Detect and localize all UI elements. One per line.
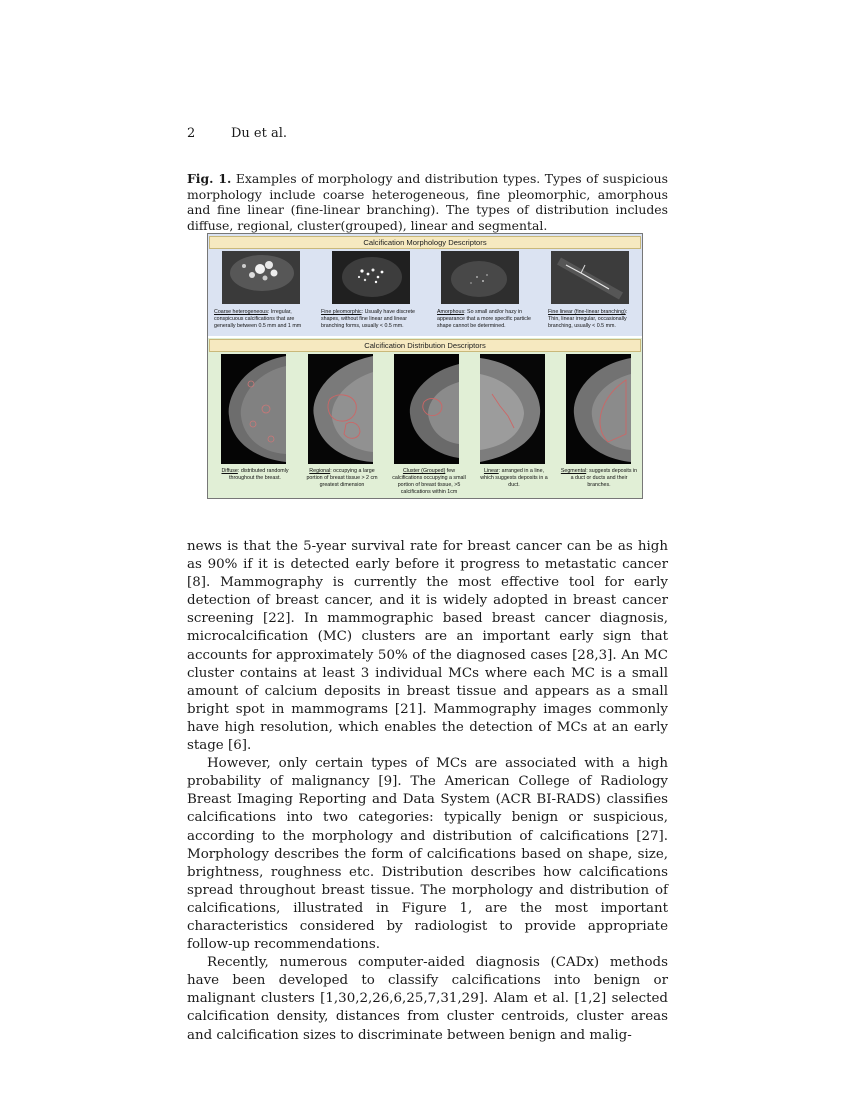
diffuse-image bbox=[221, 354, 286, 464]
paragraph-1: news is that the 5-year survival rate for breast cancer can be as high as 90% if it is detected early before it progress to metastatic cancer [8]. Mammography is currently the most effective tool for early detection of breast cancer, and it is widely adopted in breast cancer screening [22]. In mammographic based breast cancer diagnosis, microcalcification (MC) clusters are an important early sign that accounts for approximately 50% of the diagnosed cases [28,3]. An MC cluster contains at least 3 individual MCs where each MC is a small amount of calcium deposits in breast tissue and appears as a small bright spot in mammograms [21]. Mammography images commonly have high resolution, which enables the detection of MCs at an early stage [6]. bbox=[187, 539, 668, 754]
fine-linear-image bbox=[551, 251, 629, 304]
desc-linear: Linear: arranged in a line, which suggests deposits in a duct. bbox=[480, 468, 548, 488]
distribution-panel bbox=[208, 338, 642, 498]
running-header bbox=[187, 126, 287, 141]
body-text bbox=[187, 538, 668, 1045]
page-number: 2 bbox=[187, 126, 196, 141]
regional-image bbox=[308, 354, 373, 464]
running-authors: Du et al. bbox=[231, 126, 288, 141]
desc-amorphous: Amorphous: So small and/or hazy in appearance that a more specific particle shape cannot be determined. bbox=[437, 309, 531, 329]
desc-coarse-heterogeneous: Coarse heterogeneous: Irregular, conspicuous calcifications that are generally between 0.5 mm and 1 mm bbox=[214, 309, 302, 329]
figure-1 bbox=[207, 233, 643, 499]
segmental-image bbox=[566, 354, 631, 464]
coarse-heterogeneous-image bbox=[222, 251, 300, 304]
morphology-title: Calcification Morphology Descriptors bbox=[209, 236, 641, 249]
desc-cluster: Cluster (Grouped) few calcifications occupying a small portion of breast tissue, >5 calcifications within 1cm bbox=[392, 468, 466, 495]
figure-caption bbox=[187, 171, 668, 233]
paragraph-3: Recently, numerous computer-aided diagnosis (CADx) methods have been developed to classify calcifications into benign or malignant clusters [1,30,2,26,6,25,7,31,29]. Alam et al. [1,2] selected calcification density, distances from cluster centroids, cluster areas and calcification sizes to discriminate between benign and malig- bbox=[187, 955, 668, 1043]
morphology-panel bbox=[208, 234, 642, 336]
paragraph-2: However, only certain types of MCs are associated with a high probability of malignancy [9]. The American College of Radiology Breast Imaging Reporting and Data System (ACR BI-RADS) classifies calcifications into two categories: typically benign or suspicious, according to the morphology and distribution of calcifications [27]. Morphology describes the form of calcifications based on shape, size, brightness, roughness etc. Distribution describes how calcifications spread throughout breast tissue. The morphology and distribution of calcifications, illustrated in Figure 1, are the most important characteristics considered by radiologist to provide appropriate follow-up recommendations. bbox=[187, 756, 668, 953]
desc-fine-linear: Fine linear (fine-linear branching): Thin, linear irregular, occasionally branching, usually < 0.5 mm. bbox=[548, 309, 628, 329]
amorphous-image bbox=[441, 251, 519, 304]
cluster-image bbox=[394, 354, 459, 464]
desc-diffuse: Diffuse: distributed randomly throughout the breast. bbox=[221, 468, 289, 481]
distribution-title: Calcification Distribution Descriptors bbox=[209, 339, 641, 352]
caption-label: Fig. 1. bbox=[187, 171, 232, 186]
desc-regional: Regional: occupying a large portion of breast tissue > 2 cm greatest dimension bbox=[306, 468, 378, 488]
caption-text: Examples of morphology and distribution types. Types of suspicious morphology include coarse heterogeneous, fine pleomorphic, amorphous and fine linear (fine-linear branching). The types of distribution includes diffuse, regional, cluster(grouped), linear and segmental. bbox=[187, 171, 668, 233]
desc-fine-pleomorphic: Fine pleomorphic: Usually have discrete shapes, without fine linear and linear branching forms, usually < 0.5 mm. bbox=[321, 309, 415, 329]
desc-segmental: Segmental: suggests deposits in a duct or ducts and their branches. bbox=[560, 468, 638, 488]
linear-image bbox=[480, 354, 545, 464]
fine-pleomorphic-image bbox=[332, 251, 410, 304]
